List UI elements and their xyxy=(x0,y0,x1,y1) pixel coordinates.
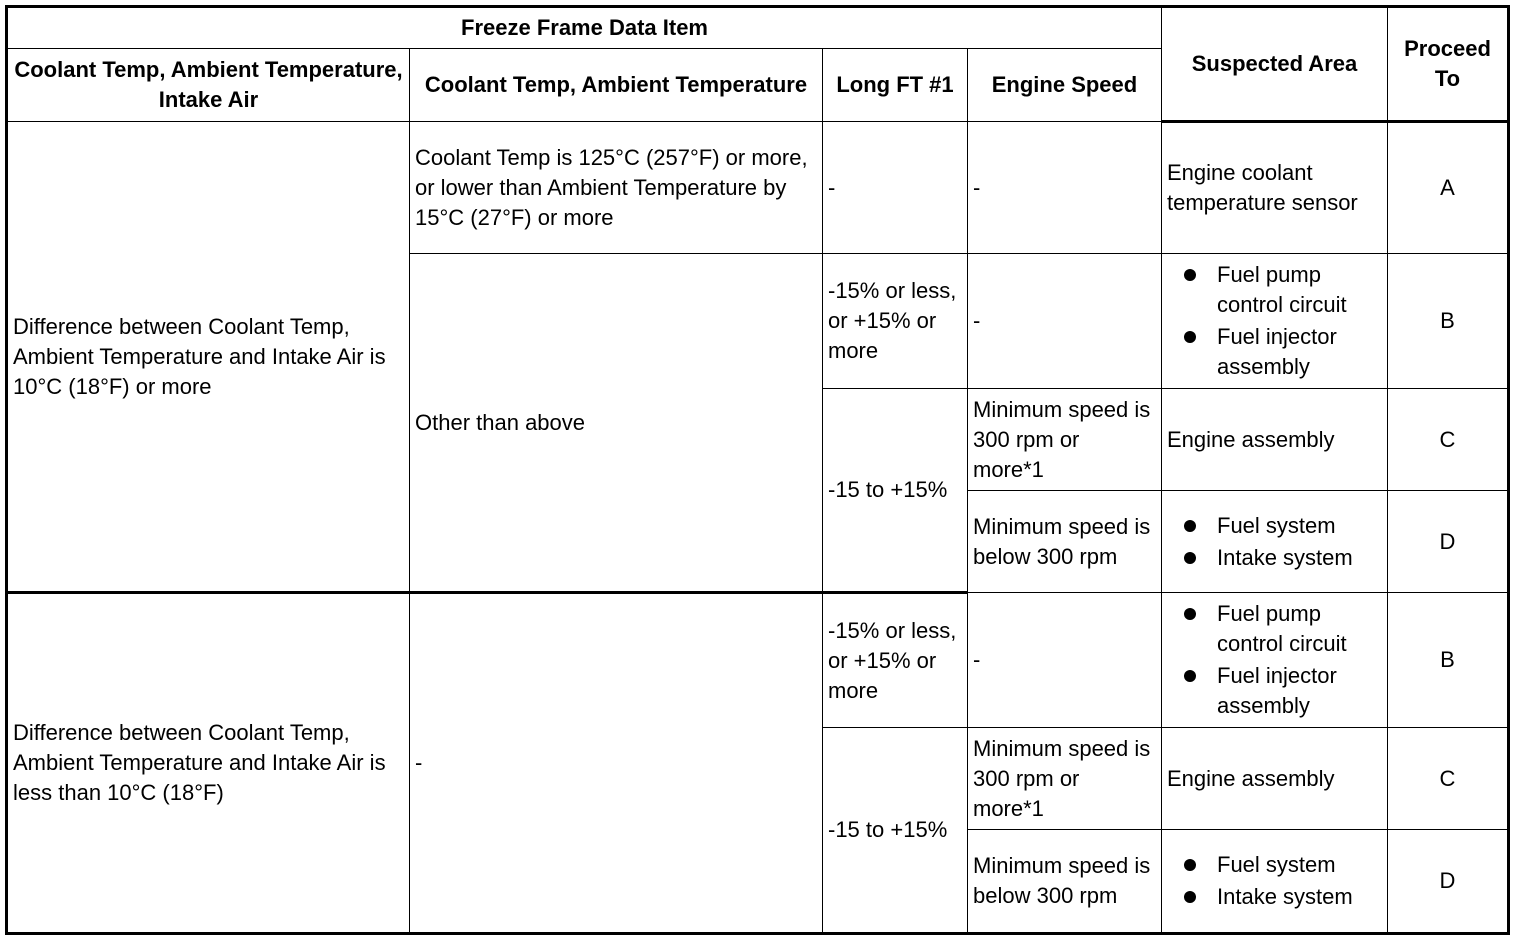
coolant-cell: Coolant Temp is 125°C (257°F) or more, or lower than Ambient Temperature by 15°C (27°F) or more xyxy=(410,122,823,254)
proceed-to-cell: B xyxy=(1388,254,1509,389)
suspected-area-list xyxy=(1167,850,1382,912)
bullet-icon xyxy=(1184,859,1196,871)
group-header-freeze-frame: Freeze Frame Data Item xyxy=(7,7,1162,49)
long-ft-cell: -15 to +15% xyxy=(823,728,968,934)
table-row xyxy=(7,122,1509,254)
condition-cell: Difference between Coolant Temp, Ambient Temperature and Intake Air is 10°C (18°F) or more xyxy=(7,122,410,593)
engine-speed-cell: - xyxy=(968,122,1162,254)
proceed-to-cell: B xyxy=(1388,593,1509,728)
header-engine-speed: Engine Speed xyxy=(968,49,1162,122)
header-proceed-to: Proceed To xyxy=(1388,7,1509,122)
list-item-label: Fuel injector assembly xyxy=(1217,324,1337,379)
list-item-label: Intake system xyxy=(1217,884,1353,909)
suspected-area-cell xyxy=(1162,491,1388,593)
list-item xyxy=(1167,661,1382,721)
bullet-icon xyxy=(1184,608,1196,620)
bullet-icon xyxy=(1184,670,1196,682)
suspected-area-cell xyxy=(1162,593,1388,728)
header-long-ft: Long FT #1 xyxy=(823,49,968,122)
proceed-to-cell: C xyxy=(1388,728,1509,830)
condition-cell: Difference between Coolant Temp, Ambient Temperature and Intake Air is less than 10°C (18°F) xyxy=(7,593,410,934)
list-item-label: Fuel system xyxy=(1217,512,1336,538)
list-item xyxy=(1167,260,1382,320)
freeze-frame-table xyxy=(5,5,1510,935)
header-suspected-area: Suspected Area xyxy=(1162,7,1388,122)
bullet-icon xyxy=(1184,331,1196,343)
engine-speed-cell: Minimum speed is 300 rpm or more*1 xyxy=(968,728,1162,830)
coolant-cell: - xyxy=(410,593,823,934)
suspected-area-cell: Engine coolant temperature sensor xyxy=(1162,122,1388,254)
list-item-label: Fuel injector assembly xyxy=(1217,663,1337,718)
list-item-label: Intake system xyxy=(1217,544,1353,570)
header-coolant-ambient: Coolant Temp, Ambient Temperature xyxy=(410,49,823,122)
list-item-label: Fuel pump control circuit xyxy=(1217,262,1347,317)
suspected-area-cell: Engine assembly xyxy=(1162,389,1388,491)
bullet-icon xyxy=(1184,269,1196,281)
suspected-area-list xyxy=(1167,599,1382,721)
engine-speed-cell: Minimum speed is below 300 rpm xyxy=(968,830,1162,934)
list-item xyxy=(1167,850,1382,880)
proceed-to-cell: A xyxy=(1388,122,1509,254)
list-item xyxy=(1167,511,1382,541)
suspected-area-cell xyxy=(1162,830,1388,934)
header-coolant-ambient-intake: Coolant Temp, Ambient Temperature, Intake Air xyxy=(7,49,410,122)
bullet-icon xyxy=(1184,520,1196,532)
table-row xyxy=(7,593,1509,728)
bullet-icon xyxy=(1184,552,1196,564)
list-item xyxy=(1167,599,1382,659)
engine-speed-cell: - xyxy=(968,254,1162,389)
long-ft-cell: -15 to +15% xyxy=(823,389,968,593)
engine-speed-cell: Minimum speed is 300 rpm or more*1 xyxy=(968,389,1162,491)
long-ft-cell: - xyxy=(823,122,968,254)
proceed-to-cell: C xyxy=(1388,389,1509,491)
list-item xyxy=(1167,882,1382,912)
suspected-area-list xyxy=(1167,260,1382,382)
suspected-area-list xyxy=(1167,511,1382,573)
list-item-label: Fuel pump control circuit xyxy=(1217,601,1347,656)
engine-speed-cell: - xyxy=(968,593,1162,728)
bullet-icon xyxy=(1184,891,1196,903)
coolant-cell: Other than above xyxy=(410,254,823,593)
list-item xyxy=(1167,543,1382,573)
engine-speed-cell: Minimum speed is below 300 rpm xyxy=(968,491,1162,593)
list-item xyxy=(1167,322,1382,382)
long-ft-cell: -15% or less, or +15% or more xyxy=(823,593,968,728)
list-item-label: Fuel system xyxy=(1217,852,1336,877)
proceed-to-cell: D xyxy=(1388,830,1509,934)
suspected-area-cell xyxy=(1162,254,1388,389)
long-ft-cell: -15% or less, or +15% or more xyxy=(823,254,968,389)
proceed-to-cell: D xyxy=(1388,491,1509,593)
suspected-area-cell: Engine assembly xyxy=(1162,728,1388,830)
